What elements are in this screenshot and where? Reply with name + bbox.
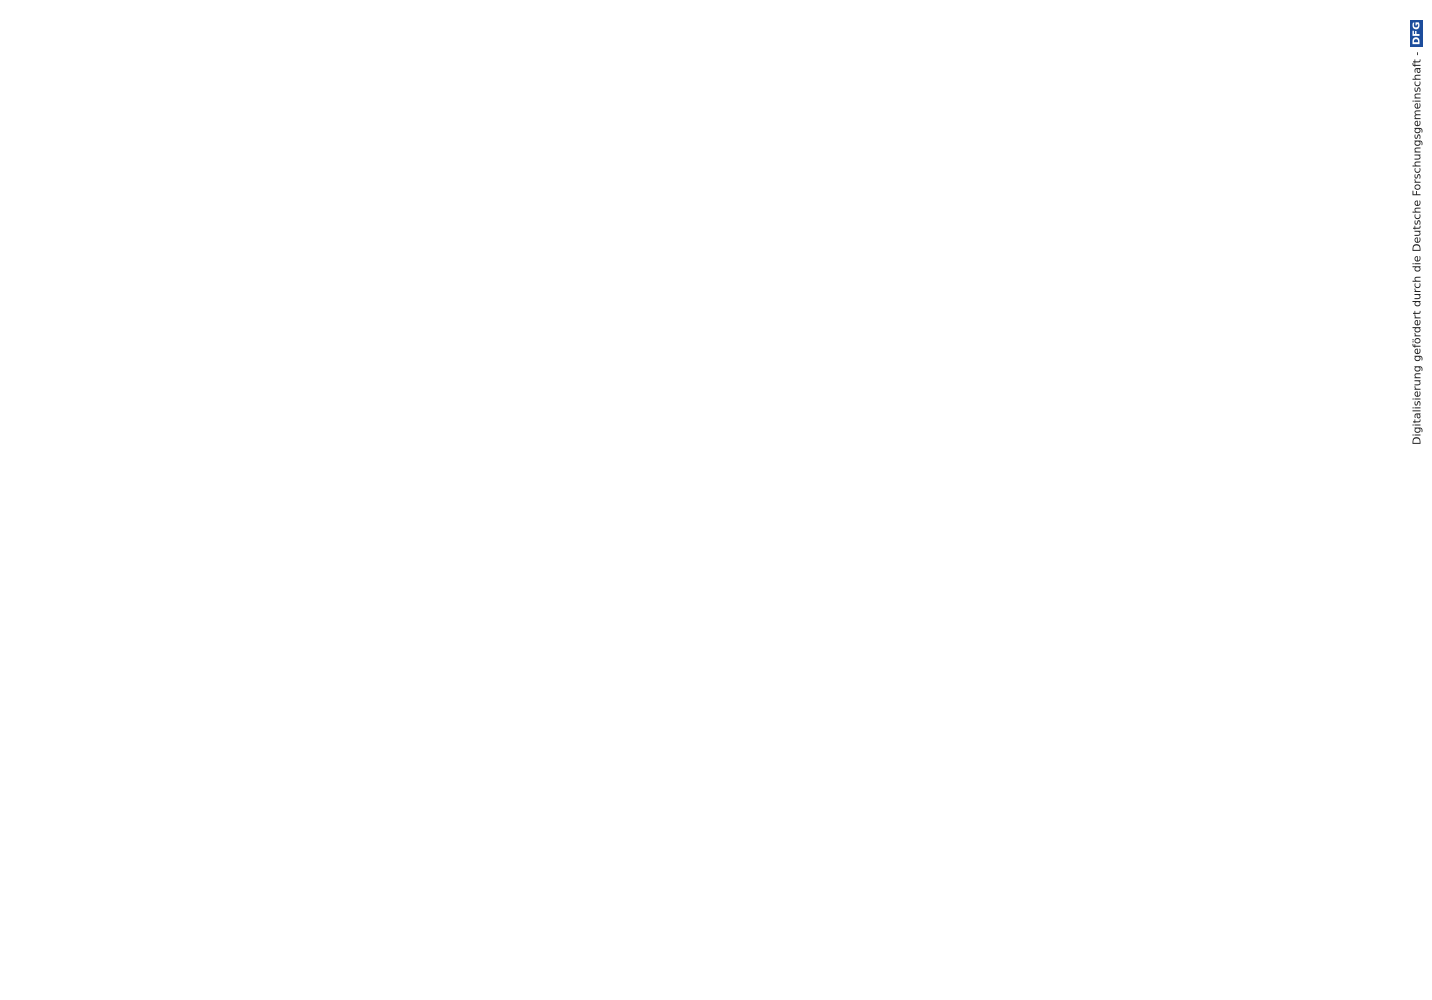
rotated-page xyxy=(1400,0,1432,10)
dfg-credit-text: Digitalisierung gefördert durch die Deutsche Forschungsgemeinschaft - xyxy=(1410,51,1424,445)
dfg-credit-sidebar xyxy=(1404,20,1430,980)
dfg-logo: DFG xyxy=(1411,22,1423,46)
